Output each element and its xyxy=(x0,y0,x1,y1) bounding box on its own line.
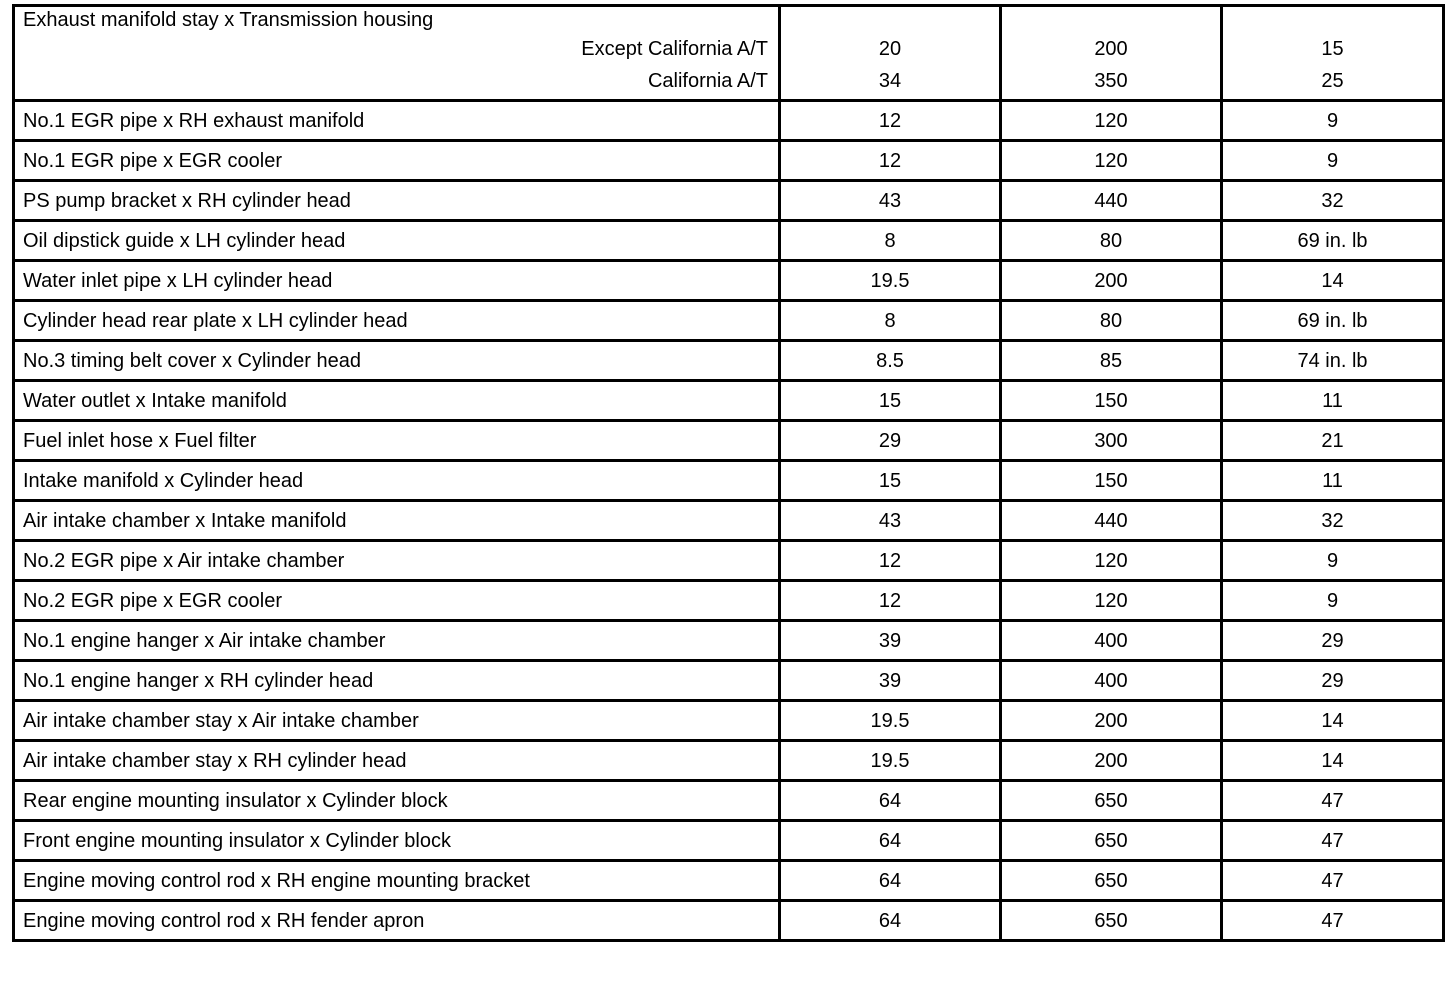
part-cell xyxy=(14,6,780,101)
nm-value: 34 xyxy=(878,70,902,92)
ft-lbf-cell: 29 xyxy=(1222,621,1444,661)
kgf-cm-cell: 440 xyxy=(1001,181,1222,221)
table-row xyxy=(14,701,1444,741)
nm-cell: 43 xyxy=(780,181,1001,221)
kgf-cm-cell: 150 xyxy=(1001,381,1222,421)
nm-cell: 39 xyxy=(780,661,1001,701)
table-row xyxy=(14,501,1444,541)
ft-lbf-cell: 47 xyxy=(1222,901,1444,941)
nm-cell: 12 xyxy=(780,101,1001,141)
table-row xyxy=(14,461,1444,501)
part-cell: Oil dipstick guide x LH cylinder head xyxy=(14,221,780,261)
kgf-cm-cell: 300 xyxy=(1001,421,1222,461)
nm-cell: 15 xyxy=(780,461,1001,501)
ft-lbf-cell: 74 in. lb xyxy=(1222,341,1444,381)
part-cell: Air intake chamber stay x Air intake chamber xyxy=(14,701,780,741)
ft-lbf-cell: 9 xyxy=(1222,101,1444,141)
table-row xyxy=(14,741,1444,781)
ft-lbf-cell: 9 xyxy=(1222,541,1444,581)
nm-cell: 19.5 xyxy=(780,741,1001,781)
nm-cell: 64 xyxy=(780,901,1001,941)
table-row xyxy=(14,181,1444,221)
ft-lbf-cell: 14 xyxy=(1222,741,1444,781)
table-row xyxy=(14,861,1444,901)
kgf-cm-cell: 650 xyxy=(1001,901,1222,941)
nm-cell: 39 xyxy=(780,621,1001,661)
nm-cell: 19.5 xyxy=(780,261,1001,301)
ft-lbf-cell: 14 xyxy=(1222,261,1444,301)
table-row xyxy=(14,821,1444,861)
part-cell: Air intake chamber x Intake manifold xyxy=(14,501,780,541)
kgf-cm-cell: 120 xyxy=(1001,541,1222,581)
table-row xyxy=(14,901,1444,941)
torque-spec-body xyxy=(14,6,1444,941)
ft-lbf-cell: 69 in. lb xyxy=(1222,301,1444,341)
ft-lbf-cell: 11 xyxy=(1222,381,1444,421)
nm-cell: 12 xyxy=(780,581,1001,621)
ft-lbf-cell: 47 xyxy=(1222,781,1444,821)
table-row xyxy=(14,101,1444,141)
kgf-cm-cell: 120 xyxy=(1001,101,1222,141)
part-cell: Water outlet x Intake manifold xyxy=(14,381,780,421)
table-row xyxy=(14,581,1444,621)
nm-cell: 12 xyxy=(780,541,1001,581)
part-cell: Front engine mounting insulator x Cylinder block xyxy=(14,821,780,861)
nm-cell: 8 xyxy=(780,221,1001,261)
table-row xyxy=(14,621,1444,661)
part-cell: No.1 EGR pipe x EGR cooler xyxy=(14,141,780,181)
part-cell: Intake manifold x Cylinder head xyxy=(14,461,780,501)
kgf-cm-cell: 120 xyxy=(1001,141,1222,181)
table-row xyxy=(14,341,1444,381)
ft-lbf-cell: 47 xyxy=(1222,821,1444,861)
variant-label: Except California A/T xyxy=(581,38,768,60)
part-cell: No.3 timing belt cover x Cylinder head xyxy=(14,341,780,381)
part-cell: PS pump bracket x RH cylinder head xyxy=(14,181,780,221)
nm-cell: 64 xyxy=(780,781,1001,821)
part-cell: Fuel inlet hose x Fuel filter xyxy=(14,421,780,461)
kgf-cm-cell: 400 xyxy=(1001,621,1222,661)
table-row xyxy=(14,541,1444,581)
nm-cell: 8 xyxy=(780,301,1001,341)
nm-cell: 19.5 xyxy=(780,701,1001,741)
torque-spec-table xyxy=(12,4,1445,942)
ft-lbf-cell: 11 xyxy=(1222,461,1444,501)
torque-spec-sheet xyxy=(12,4,1442,942)
part-cell: No.1 EGR pipe x RH exhaust manifold xyxy=(14,101,780,141)
kgf-cm-cell: 650 xyxy=(1001,781,1222,821)
kgf-cm-cell xyxy=(1001,6,1222,101)
ft-lbf-cell xyxy=(1222,6,1444,101)
part-cell: Engine moving control rod x RH engine mounting bracket xyxy=(14,861,780,901)
ft-lbf-cell: 14 xyxy=(1222,701,1444,741)
table-row xyxy=(14,221,1444,261)
kgf-cm-value: 200 xyxy=(1094,38,1128,60)
nm-cell xyxy=(780,6,1001,101)
table-row xyxy=(14,781,1444,821)
nm-cell: 64 xyxy=(780,861,1001,901)
kgf-cm-cell: 200 xyxy=(1001,261,1222,301)
kgf-cm-cell: 200 xyxy=(1001,701,1222,741)
variant-label: California A/T xyxy=(647,70,768,92)
kgf-cm-cell: 80 xyxy=(1001,301,1222,341)
table-row xyxy=(14,381,1444,421)
table-row xyxy=(14,261,1444,301)
ft-lbf-value: 15 xyxy=(1321,38,1344,60)
part-cell: No.2 EGR pipe x EGR cooler xyxy=(14,581,780,621)
kgf-cm-value: 350 xyxy=(1094,70,1128,92)
ft-lbf-cell: 32 xyxy=(1222,181,1444,221)
part-cell: No.1 engine hanger x RH cylinder head xyxy=(14,661,780,701)
table-row xyxy=(14,301,1444,341)
ft-lbf-cell: 47 xyxy=(1222,861,1444,901)
nm-cell: 64 xyxy=(780,821,1001,861)
kgf-cm-cell: 650 xyxy=(1001,821,1222,861)
ft-lbf-cell: 9 xyxy=(1222,141,1444,181)
nm-cell: 43 xyxy=(780,501,1001,541)
ft-lbf-cell: 69 in. lb xyxy=(1222,221,1444,261)
kgf-cm-cell: 200 xyxy=(1001,741,1222,781)
kgf-cm-cell: 120 xyxy=(1001,581,1222,621)
nm-value: 20 xyxy=(878,38,902,60)
table-row xyxy=(14,661,1444,701)
ft-lbf-value: 25 xyxy=(1321,70,1344,92)
kgf-cm-cell: 440 xyxy=(1001,501,1222,541)
part-cell: No.1 engine hanger x Air intake chamber xyxy=(14,621,780,661)
ft-lbf-cell: 9 xyxy=(1222,581,1444,621)
table-row xyxy=(14,141,1444,181)
kgf-cm-cell: 150 xyxy=(1001,461,1222,501)
table-row xyxy=(14,421,1444,461)
part-cell: Rear engine mounting insulator x Cylinder block xyxy=(14,781,780,821)
ft-lbf-cell: 21 xyxy=(1222,421,1444,461)
table-row-exhaust-manifold-stay xyxy=(14,6,1444,101)
nm-cell: 8.5 xyxy=(780,341,1001,381)
kgf-cm-cell: 85 xyxy=(1001,341,1222,381)
nm-cell: 15 xyxy=(780,381,1001,421)
part-name: Exhaust manifold stay x Transmission housing xyxy=(23,9,434,31)
kgf-cm-cell: 400 xyxy=(1001,661,1222,701)
part-cell: Water inlet pipe x LH cylinder head xyxy=(14,261,780,301)
nm-cell: 12 xyxy=(780,141,1001,181)
part-cell: Air intake chamber stay x RH cylinder head xyxy=(14,741,780,781)
kgf-cm-cell: 650 xyxy=(1001,861,1222,901)
part-cell: Cylinder head rear plate x LH cylinder head xyxy=(14,301,780,341)
ft-lbf-cell: 32 xyxy=(1222,501,1444,541)
kgf-cm-cell: 80 xyxy=(1001,221,1222,261)
nm-cell: 29 xyxy=(780,421,1001,461)
part-cell: Engine moving control rod x RH fender apron xyxy=(14,901,780,941)
part-cell: No.2 EGR pipe x Air intake chamber xyxy=(14,541,780,581)
ft-lbf-cell: 29 xyxy=(1222,661,1444,701)
